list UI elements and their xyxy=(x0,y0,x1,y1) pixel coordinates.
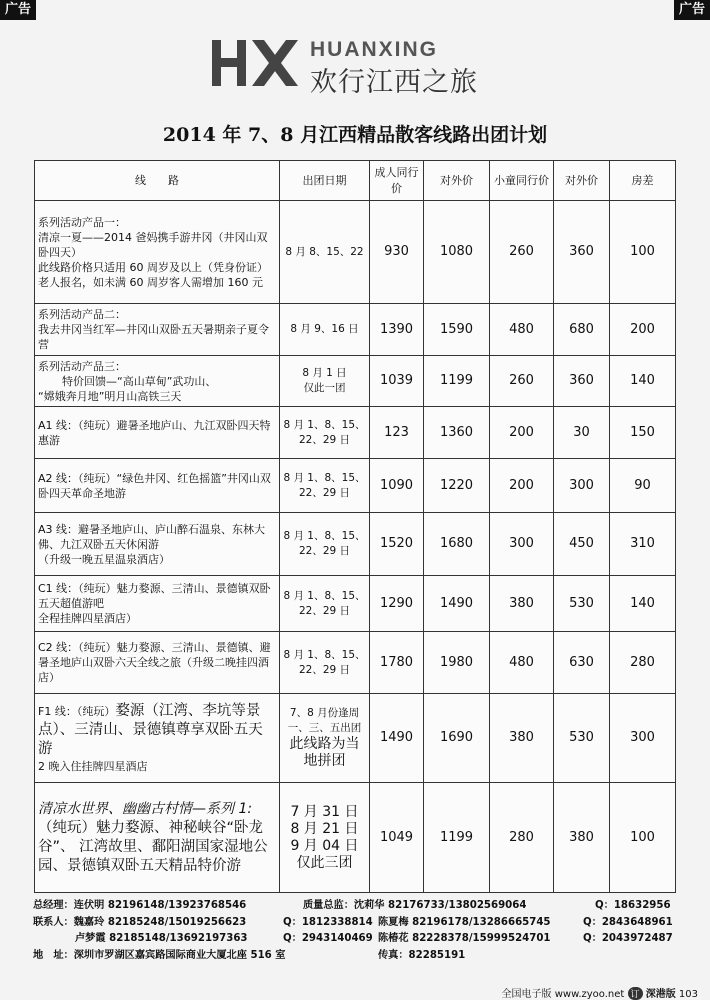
header-child-retail: 对外价 xyxy=(554,161,610,201)
footer-line xyxy=(33,931,683,948)
date-line: 8 月 1、8、15、 xyxy=(283,589,366,602)
footer-text: 联系人：魏嘉玲 82185248/15019256623 xyxy=(33,916,247,928)
ad-label-right: 广告 xyxy=(674,0,710,20)
child-retail-price: 680 xyxy=(554,304,610,356)
room-difference: 140 xyxy=(610,576,676,632)
child-retail-price: 530 xyxy=(554,576,610,632)
date-line: 8 月 1、8、15、 xyxy=(283,648,366,661)
header-room-diff: 房差 xyxy=(610,161,676,201)
page-title: 2014 年 7、8 月江西精品散客线路出团计划 xyxy=(162,124,548,146)
route-line: 我去井冈当红军—井冈山双卧五天暑期亲子夏令营 xyxy=(38,323,269,351)
header-adult-retail: 对外价 xyxy=(424,161,490,201)
footer-text: 传真：82285191 xyxy=(378,949,466,961)
dates-cell xyxy=(280,459,370,513)
route-line: 此线路价格只适用 60 周岁及以上（凭身份证）老人报名，如未满 60 周岁客人需增加 160 元 xyxy=(38,260,268,289)
footer-line xyxy=(33,948,683,965)
route-line: 2 晚入住挂牌四星酒店 xyxy=(38,760,148,773)
footer-line xyxy=(33,898,683,915)
contact-footer xyxy=(33,898,683,964)
route-line: A3 线：避暑圣地庐山、庐山醉石温泉、东林大佛、九江双卧五天休闲游 xyxy=(38,522,266,551)
route-line: 系列活动产品二： xyxy=(38,308,126,321)
date-line: 22、29 日 xyxy=(298,663,351,676)
date-line: 22、29 日 xyxy=(298,433,351,446)
route-line: F1 线：（纯玩） xyxy=(38,705,116,718)
adult-peer-price: 1780 xyxy=(370,632,424,694)
route-line: A1 线：（纯玩）避暑圣地庐山、九江双卧四天特惠游 xyxy=(38,418,271,447)
child-retail-price: 360 xyxy=(554,201,610,304)
footer-text: Q：1812338814 xyxy=(283,916,373,928)
adult-peer-price: 1049 xyxy=(370,783,424,893)
footer-text: 卢梦霞 82185148/13692197363 xyxy=(75,933,248,944)
site-url: 全国电子版 www.zyoo.net xyxy=(501,989,625,1000)
adult-peer-price: 1490 xyxy=(370,694,424,783)
footer-text: Q：2943140469 xyxy=(283,933,373,944)
footer-text: 质量总监：沈莉华 82176733/13802569064 xyxy=(303,900,527,911)
table-row xyxy=(35,304,676,356)
dates-cell xyxy=(280,201,370,304)
table-row xyxy=(35,513,676,576)
date-line: 7 月 31 日 xyxy=(290,803,359,820)
route-line: “嫦娥奔月地”明月山高铁三天 xyxy=(38,389,182,403)
child-retail-price: 530 xyxy=(554,694,610,783)
ad-label-left: 广告 xyxy=(0,0,36,20)
room-difference: 200 xyxy=(610,304,676,356)
footer-text: Q：2843648961 xyxy=(583,916,673,928)
logo-chinese-text: 欢行江西之旅 xyxy=(310,67,478,98)
table-row xyxy=(35,632,676,694)
header-dates: 出团日期 xyxy=(280,161,370,201)
table-row xyxy=(35,459,676,513)
route-cell xyxy=(35,304,280,356)
date-line: 22、29 日 xyxy=(298,604,351,617)
adult-peer-price: 1290 xyxy=(370,576,424,632)
child-peer-price: 480 xyxy=(490,632,554,694)
route-cell xyxy=(35,694,280,783)
footer-text: Q：2043972487 xyxy=(583,933,673,944)
room-difference: 280 xyxy=(610,632,676,694)
route-line: 全程挂牌四星酒店） xyxy=(38,612,137,625)
table-row xyxy=(35,356,676,407)
route-cell xyxy=(35,513,280,576)
child-retail-price: 30 xyxy=(554,407,610,459)
date-line: 此线路为当地拼团 xyxy=(289,736,360,769)
child-retail-price: 630 xyxy=(554,632,610,694)
page-footer xyxy=(502,985,698,1000)
footer-line xyxy=(33,915,683,932)
room-difference: 100 xyxy=(610,201,676,304)
route-line: （升级一晚五星温泉酒店） xyxy=(38,552,170,566)
child-peer-price: 260 xyxy=(490,201,554,304)
adult-retail-price: 1490 xyxy=(424,576,490,632)
subscribe-badge-icon: 订 xyxy=(628,987,643,1000)
header-route: 线 路 xyxy=(35,161,280,201)
adult-retail-price: 1980 xyxy=(424,632,490,694)
logo-english-text: HUANXING xyxy=(310,38,439,61)
table-header-row xyxy=(35,161,676,201)
child-peer-price: 280 xyxy=(490,783,554,893)
header-child-peer: 小童同行价 xyxy=(490,161,554,201)
child-peer-price: 200 xyxy=(490,407,554,459)
route-line: 特价回馈—“高山草甸”武功山、 xyxy=(62,374,217,388)
adult-retail-price: 1199 xyxy=(424,356,490,407)
adult-retail-price: 1199 xyxy=(424,783,490,893)
adult-peer-price: 1090 xyxy=(370,459,424,513)
route-cell xyxy=(35,356,280,407)
route-line: （纯玩）魅力婺源、神秘峡谷“卧龙谷”、 江湾故里、鄱阳湖国家湿地公园、景德镇双卧五天精品特价游 xyxy=(38,819,268,874)
room-difference: 310 xyxy=(610,513,676,576)
dates-cell xyxy=(280,783,370,893)
dates-cell xyxy=(280,356,370,407)
child-peer-price: 260 xyxy=(490,356,554,407)
route-line: C1 线：（纯玩）魅力婺源、三清山、景德镇双卧五天超值游吧 xyxy=(38,582,271,610)
header-adult-peer: 成人同行价 xyxy=(370,161,424,201)
adult-retail-price: 1080 xyxy=(424,201,490,304)
route-cell xyxy=(35,407,280,459)
date-line: 22、29 日 xyxy=(298,486,351,499)
route-line: A2 线：（纯玩）“绿色井冈、红色摇篮”井冈山双卧四天革命圣地游 xyxy=(38,471,271,500)
table-row xyxy=(35,576,676,632)
child-peer-price: 380 xyxy=(490,694,554,783)
date-line: 8 月 9、16 日 xyxy=(290,323,359,335)
date-line: 8 月 1、8、15、 xyxy=(283,471,366,484)
child-retail-price: 380 xyxy=(554,783,610,893)
date-line: 8 月 8、15、22 xyxy=(285,245,364,258)
date-line: 22、29 日 xyxy=(298,545,351,557)
route-line: 婺源（江湾、李坑等景点）、三清山、景德镇尊享双卧五天游 xyxy=(38,703,263,757)
route-cell xyxy=(35,459,280,513)
dates-cell xyxy=(280,694,370,783)
room-difference: 150 xyxy=(610,407,676,459)
date-line: 仅此三团 xyxy=(296,854,353,871)
table-row xyxy=(35,694,676,783)
room-difference: 300 xyxy=(610,694,676,783)
adult-peer-price: 1390 xyxy=(370,304,424,356)
date-line: 仅此一团 xyxy=(303,382,346,394)
table-row xyxy=(35,783,676,893)
adult-peer-price: 1520 xyxy=(370,513,424,576)
adult-peer-price: 123 xyxy=(370,407,424,459)
dates-cell xyxy=(280,576,370,632)
child-peer-price: 480 xyxy=(490,304,554,356)
date-line: 7、8 月份逢周一、三、五出团 xyxy=(287,707,362,734)
table-row xyxy=(35,407,676,459)
brand-logo xyxy=(210,38,510,98)
adult-retail-price: 1690 xyxy=(424,694,490,783)
footer-text: 总经理：连伏明 82196148/13923768546 xyxy=(33,900,247,911)
footer-text: 陈夏梅 82196178/13286665745 xyxy=(378,916,551,928)
adult-peer-price: 1039 xyxy=(370,356,424,407)
route-line: 清凉一夏——2014 爸妈携手游井冈（井冈山双卧四天） xyxy=(38,230,268,259)
dates-cell xyxy=(280,407,370,459)
adult-retail-price: 1680 xyxy=(424,513,490,576)
date-line: 8 月 1 日 xyxy=(302,367,347,379)
route-cell xyxy=(35,576,280,632)
adult-retail-price: 1590 xyxy=(424,304,490,356)
dates-cell xyxy=(280,632,370,694)
child-retail-price: 300 xyxy=(554,459,610,513)
adult-peer-price: 930 xyxy=(370,201,424,304)
child-retail-price: 450 xyxy=(554,513,610,576)
room-difference: 140 xyxy=(610,356,676,407)
route-cell xyxy=(35,201,280,304)
route-cell xyxy=(35,783,280,893)
route-line: 系列活动产品一： xyxy=(38,215,126,229)
route-line: 系列活动产品三： xyxy=(38,359,126,373)
dates-cell xyxy=(280,513,370,576)
footer-text: 陈椿花 82228378/15999524701 xyxy=(378,933,551,944)
edition-label: 深港版 xyxy=(645,989,676,1000)
room-difference: 100 xyxy=(610,783,676,893)
adult-retail-price: 1360 xyxy=(424,407,490,459)
route-cell xyxy=(35,632,280,694)
child-peer-price: 200 xyxy=(490,459,554,513)
table-row xyxy=(35,201,676,304)
child-peer-price: 300 xyxy=(490,513,554,576)
hx-logo-icon xyxy=(210,38,300,88)
room-difference: 90 xyxy=(610,459,676,513)
page-number: 103 xyxy=(678,989,698,1000)
date-line: 8 月 21 日 xyxy=(290,820,359,837)
date-line: 8 月 1、8、15、 xyxy=(283,418,366,431)
tour-schedule-table xyxy=(34,160,676,893)
child-peer-price: 380 xyxy=(490,576,554,632)
route-line: 清凉水世界、幽幽古村情—系列 1: xyxy=(38,800,253,817)
dates-cell xyxy=(280,304,370,356)
date-line: 8 月 1、8、15、 xyxy=(283,530,366,542)
footer-text: Q：18632956 xyxy=(595,900,671,911)
child-retail-price: 360 xyxy=(554,356,610,407)
adult-retail-price: 1220 xyxy=(424,459,490,513)
route-line: C2 线：（纯玩）魅力婺源、三清山、景德镇、避暑圣地庐山双卧六天全线之旅（升级二晚挂四酒店） xyxy=(38,641,271,684)
date-line: 9 月 04 日 xyxy=(290,837,359,854)
footer-text: 地 址：深圳市罗湖区嘉宾路国际商业大厦北座 516 室 xyxy=(33,949,286,961)
